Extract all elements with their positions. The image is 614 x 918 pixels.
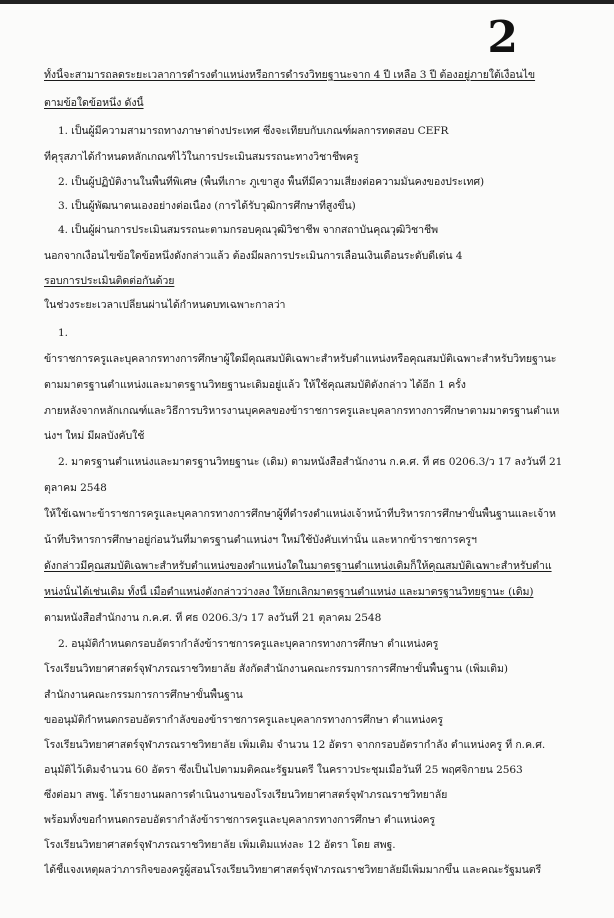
text-line: โรงเรียนวิทยาศาสตร์จุฬาภรณราชวิทยาลัย เพิ่มเติมแห่งละ 12 อัตรา โดย สพฐ. [44,839,396,851]
text-line: ตุลาคม 2548 [44,482,107,494]
text-line: ภายหลังจากหลักเกณฑ์และวิธีการบริหารงานบุคคลของข้าราชการครูและบุคลากรทางการศึกษาตามมาตรฐานตำแห [44,405,560,417]
text-line: หน่งนั้นได้เช่นเดิม ทั้งนี้ เมื่อตำแหน่งดังกล่าวว่างลง ให้ยกเลิกมาตรฐานตำแหน่ง และมาตรฐานวิทยฐานะ (เดิม) [44,586,534,598]
text-line: ให้ใช้เฉพาะข้าราชการครูและบุคลากรทางการศึกษาผู้ที่ดำรงตำแหน่งเจ้าหน้าที่บริหารการศึกษาขั้นพื้นฐานและเจ้าห [44,508,556,520]
text-line: ซึ่งต่อมา สพฐ. ได้รายงานผลการดำเนินงานของโรงเรียนวิทยาศาสตร์จุฬาภรณราชวิทยาลัย [44,789,448,801]
text-line: น่งฯ ใหม่ มีผลบังคับใช้ [44,430,145,442]
text-line: ทั้งนี้จะสามารถลดระยะเวลาการดำรงตำแหน่งหรือการดำรงวิทยฐานะจาก 4 ปี เหลือ 3 ปี ต้องอยู่ภายใต้เงื่อนไข [44,69,536,81]
text-line: 1. [58,327,68,339]
text-line: น้าที่บริหารการศึกษาอยู่ก่อนวันที่มาตรฐานตำแหน่งฯ ใหม่ใช้บังคับเท่านั้น และหากข้าราชการครูฯ [44,534,477,546]
text-line: สำนักงานคณะกรรมการการศึกษาขั้นพื้นฐาน [44,689,243,701]
text-line: โรงเรียนวิทยาศาสตร์จุฬาภรณราชวิทยาลัย เพิ่มเติม จำนวน 12 อัตรา จากกรอบอัตรากำลัง ตำแหน่งครู ที่ ก.ค.ศ. [44,739,546,751]
text-line: ข้าราชการครูและบุคลากรทางการศึกษาผู้ใดมีคุณสมบัติเฉพาะสำหรับตำแหน่งหรือคุณสมบัติเฉพาะสำหรับวิทยฐานะ [44,353,557,365]
text-line: 2. เป็นผู้ปฏิบัติงานในพื้นที่พิเศษ (พื้นที่เกาะ ภูเขาสูง พื้นที่มีความเสี่ยงต่อความมั่นคงของประเทศ) [58,176,485,188]
text-line: 2. มาตรฐานตำแหน่งและมาตรฐานวิทยฐานะ (เดิม) ตามหนังสือสำนักงาน ก.ค.ศ. ที่ ศธ 0206.3/ว 17 ลงวันที่ 21 [58,456,563,468]
text-line: ขออนุมัติกำหนดกรอบอัตรากำลังของข้าราชการครูและบุคลากรทางการศึกษา ตำแหน่งครู [44,714,443,726]
text-line: ตามข้อใดข้อหนึ่ง ดังนี้ [44,97,144,109]
text-line: ตามหนังสือสำนักงาน ก.ค.ศ. ที่ ศธ 0206.3/ว 17 ลงวันที่ 21 ตุลาคม 2548 [44,612,382,624]
text-line: ในช่วงระยะเวลาเปลี่ยนผ่านได้กำหนดบทเฉพาะกาลว่า [44,299,286,311]
text-line: ดังกล่าวมีคุณสมบัติเฉพาะสำหรับตำแหน่งของตำแหน่งใดในมาตรฐานตำแหน่งเดิมก็ให้คุณสมบัติเฉพาะสำหรับตำแ [44,560,552,572]
text-line: 2. อนุมัติกำหนดกรอบอัตรากำลังข้าราชการครูและบุคลากรทางการศึกษา ตำแหน่งครู [58,638,439,650]
text-line: 4. เป็นผู้ผ่านการประเมินสมรรถนะตามกรอบคุณวุฒิวิชาชีพ จากสถาบันคุณวุฒิวิชาชีพ [58,224,438,236]
page-number: 2 [487,12,518,63]
text-line: รอบการประเมินติดต่อกันด้วย [44,275,175,287]
text-line: โรงเรียนวิทยาศาสตร์จุฬาภรณราชวิทยาลัย สังกัดสำนักงานคณะกรรมการการศึกษาขั้นพื้นฐาน (เพิ่มเติม) [44,663,508,675]
text-line: ได้ชี้แจงเหตุผลว่าภารกิจของครูผู้สอนโรงเรียนวิทยาศาสตร์จุฬาภรณราชวิทยาลัยมีเพิ่มมากขึ้น และคณะรัฐมนตรี [44,864,542,876]
document-page [0,4,614,918]
text-line: นอกจากเงื่อนไขข้อใดข้อหนึ่งดังกล่าวแล้ว ต้องมีผลการประเมินการเลื่อนเงินเดือนระดับดีเด่น 4 [44,250,463,262]
text-line: พร้อมทั้งขอกำหนดกรอบอัตรากำลังข้าราชการครูและบุคลากรทางการศึกษา ตำแหน่งครู [44,814,435,826]
text-line: ตามมาตรฐานตำแหน่งและมาตรฐานวิทยฐานะเดิมอยู่แล้ว ให้ใช้คุณสมบัติดังกล่าว ได้อีก 1 ครั้ง [44,379,466,391]
text-line: 1. เป็นผู้มีความสามารถทางภาษาต่างประเทศ ซึ่งจะเทียบกับเกณฑ์ผลการทดสอบ CEFR [58,125,449,137]
text-line: 3. เป็นผู้พัฒนาตนเองอย่างต่อเนื่อง (การได้รับวุฒิการศึกษาที่สูงขึ้น) [58,200,356,212]
text-line: อนุมัติไว้เดิมจำนวน 60 อัตรา ซึ่งเป็นไปตามมติคณะรัฐมนตรี ในคราวประชุมเมื่อวันที่ 25 พฤศจิกายน 2563 [44,764,523,776]
text-line: ที่คุรุสภาได้กำหนดหลักเกณฑ์ไว้ในการประเมินสมรรถนะทางวิชาชีพครู [44,151,359,163]
